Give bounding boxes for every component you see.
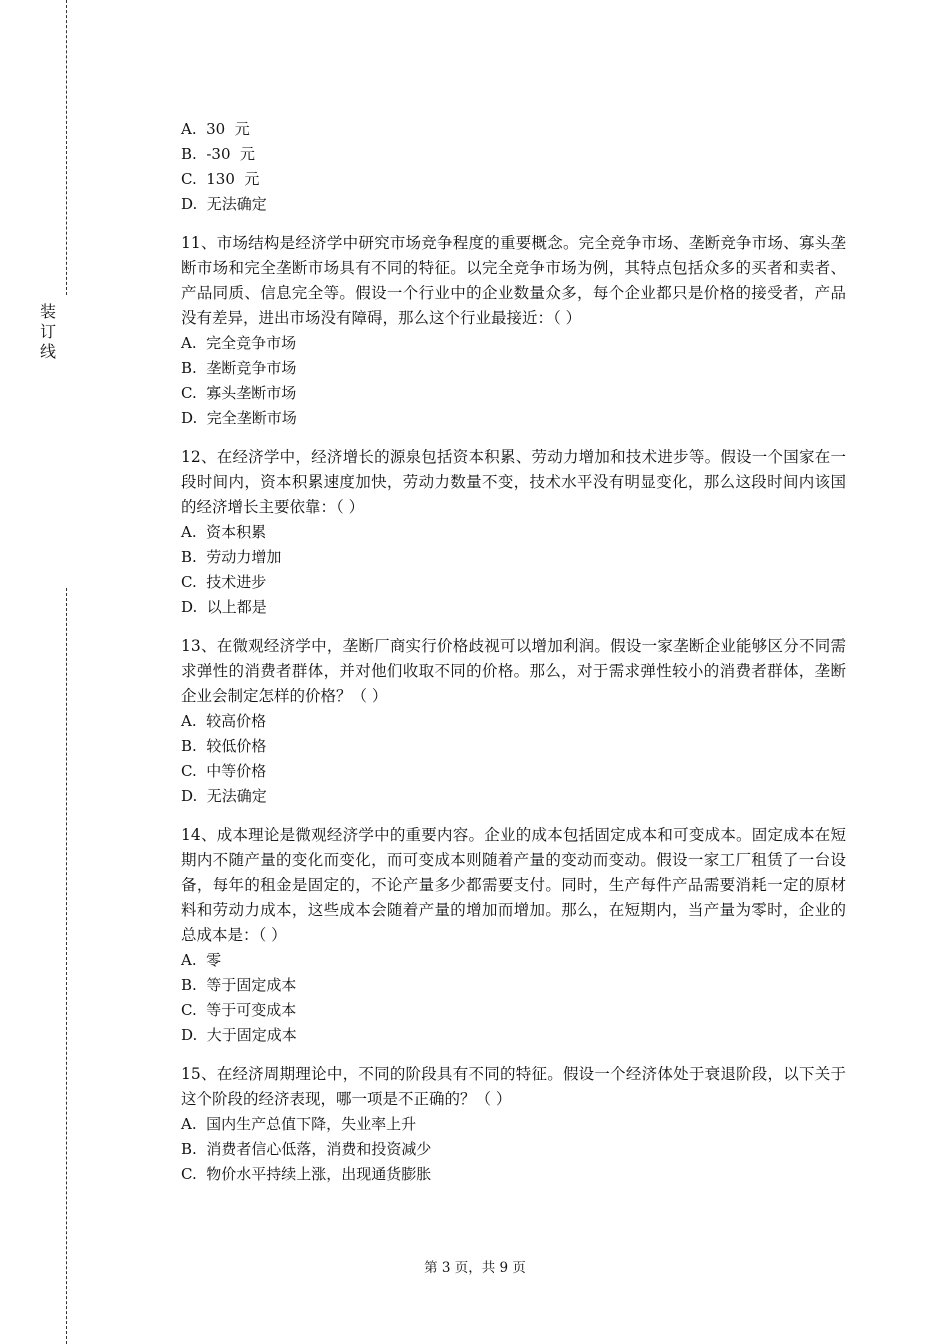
option-b: B. 较低价格 <box>181 737 267 755</box>
option-c: C. 寡头垄断市场 <box>181 384 297 402</box>
option-a: A. 国内生产总值下降，失业率上升 <box>181 1115 417 1133</box>
option-b: B. 消费者信心低落，消费和投资减少 <box>181 1140 432 1158</box>
question-13 <box>181 634 846 809</box>
option-c: C. 技术进步 <box>181 573 267 591</box>
question-15 <box>181 1062 846 1187</box>
option-c: C. 物价水平持续上涨，出现通货膨胀 <box>181 1165 432 1183</box>
binding-line-top <box>66 0 67 295</box>
question-stem: 14、成本理论是微观经济学中的重要内容。企业的成本包括固定成本和可变成本。固定成本在短期内不随产量的变化而变化，而可变成本则随着产量的变动而变动。假设一家工厂租赁了一台设备，每年的租金是固定的，不论产量多少都需要支付。同时，生产每件产品需要消耗一定的原材料和劳动力成本，这些成本会随着产量的增加而增加。那么，在短期内，当产量为零时，企业的总成本是：（ ） <box>181 826 846 944</box>
option-d: D. 无法确定 <box>181 787 267 805</box>
option-c: C. 等于可变成本 <box>181 1001 297 1019</box>
option-a: A. 完全竞争市场 <box>181 334 297 352</box>
option-d: D. 无法确定 <box>181 195 267 213</box>
option-c: C. 中等价格 <box>181 762 267 780</box>
option-a: A. 较高价格 <box>181 712 267 730</box>
page-number: 第 3 页，共 9 页 <box>424 1260 526 1276</box>
question-11 <box>181 231 846 431</box>
question-stem: 13、在微观经济学中，垄断厂商实行价格歧视可以增加利润。假设一家垄断企业能够区分不同需求弹性的消费者群体，并对他们收取不同的价格。那么，对于需求弹性较小的消费者群体，垄断企业会制定怎样的价格？（ ） <box>181 637 846 705</box>
option-d: D. 以上都是 <box>181 598 267 616</box>
option-d: D. 大于固定成本 <box>181 1026 297 1044</box>
option-c: C. 130 元 <box>181 170 260 188</box>
question-stem: 11、市场结构是经济学中研究市场竞争程度的重要概念。完全竞争市场、垄断竞争市场、寡头垄断市场和完全垄断市场具有不同的特征。以完全竞争市场为例，其特点包括众多的买者和卖者、产品同质、信息完全等。假设一个行业中的企业数量众多，每个企业都只是价格的接受者，产品没有差异，进出市场没有障碍，那么这个行业最接近：（ ） <box>181 234 846 327</box>
option-d: D. 完全垄断市场 <box>181 409 297 427</box>
question-stem: 15、在经济周期理论中，不同的阶段具有不同的特征。假设一个经济体处于衰退阶段，以下关于这个阶段的经济表现，哪一项是不正确的？（ ） <box>181 1065 846 1108</box>
question-12 <box>181 445 846 620</box>
option-a: A. 零 <box>181 951 222 969</box>
option-b: B. 垄断竞争市场 <box>181 359 297 377</box>
question-stem: 12、在经济学中，经济增长的源泉包括资本积累、劳动力增加和技术进步等。假设一个国家在一段时间内，资本积累速度加快，劳动力数量不变，技术水平没有明显变化，那么这段时间内该国的经济增长主要依靠：（ ） <box>181 448 846 516</box>
question-14 <box>181 823 846 1048</box>
binding-line-bottom <box>66 588 67 1344</box>
option-a: A. 30 元 <box>181 120 250 138</box>
option-a: A. 资本积累 <box>181 523 267 541</box>
continued-options <box>181 117 846 217</box>
exam-content <box>181 117 846 1201</box>
option-b: B. -30 元 <box>181 145 256 163</box>
page-footer <box>0 1258 950 1278</box>
option-b: B. 劳动力增加 <box>181 548 282 566</box>
binding-label: 装订线 <box>39 302 56 361</box>
option-b: B. 等于固定成本 <box>181 976 297 994</box>
